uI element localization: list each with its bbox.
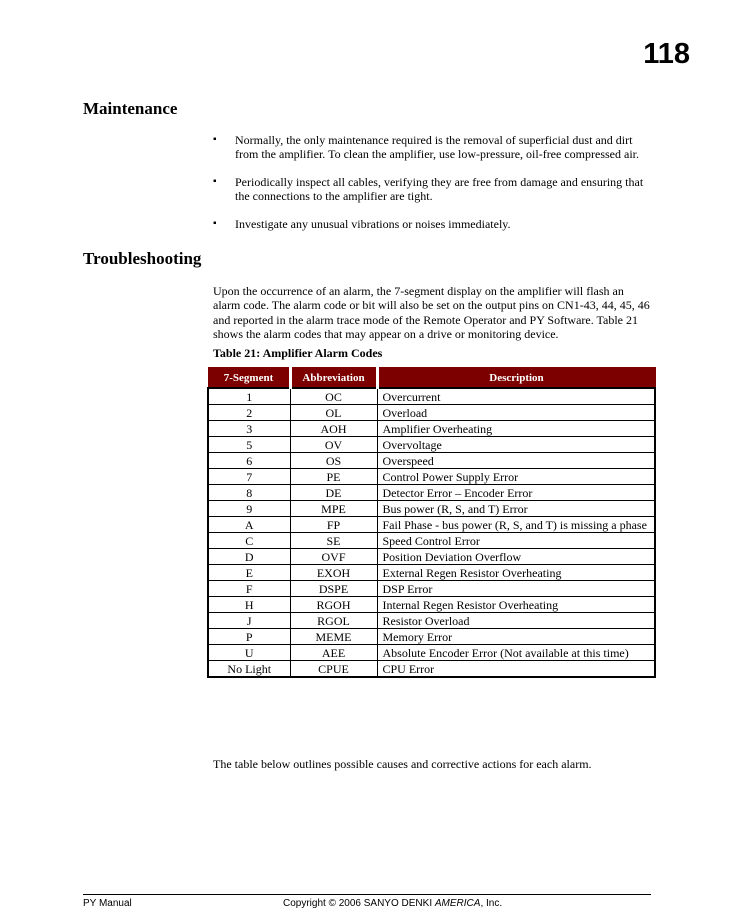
table-row (208, 501, 655, 517)
abbreviation-cell: OC (290, 388, 377, 405)
abbreviation-cell: OVF (290, 549, 377, 565)
segment-cell: A (208, 517, 290, 533)
description-cell: CPU Error (377, 661, 655, 678)
segment-cell: H (208, 597, 290, 613)
table-row (208, 629, 655, 645)
table-row (208, 597, 655, 613)
table-row (208, 565, 655, 581)
description-cell: Amplifier Overheating (377, 421, 655, 437)
page-number: 118 (643, 38, 690, 70)
table-row (208, 421, 655, 437)
description-cell: Overspeed (377, 453, 655, 469)
table-row (208, 661, 655, 678)
description-cell: Position Deviation Overflow (377, 549, 655, 565)
description-cell: Internal Regen Resistor Overheating (377, 597, 655, 613)
abbreviation-cell: AOH (290, 421, 377, 437)
table-row (208, 533, 655, 549)
description-cell: External Regen Resistor Overheating (377, 565, 655, 581)
copyright-suffix: , Inc. (480, 898, 503, 909)
column-header: 7-Segment (208, 368, 290, 389)
segment-cell: E (208, 565, 290, 581)
description-cell: Memory Error (377, 629, 655, 645)
segment-cell: 8 (208, 485, 290, 501)
table-row (208, 613, 655, 629)
abbreviation-cell: DE (290, 485, 377, 501)
abbreviation-cell: SE (290, 533, 377, 549)
description-cell: Detector Error – Encoder Error (377, 485, 655, 501)
table-row (208, 437, 655, 453)
segment-cell: C (208, 533, 290, 549)
segment-cell: D (208, 549, 290, 565)
segment-cell: 1 (208, 388, 290, 405)
abbreviation-cell: PE (290, 469, 377, 485)
table-row (208, 388, 655, 405)
abbreviation-cell: MPE (290, 501, 377, 517)
abbreviation-cell: CPUE (290, 661, 377, 678)
abbreviation-cell: AEE (290, 645, 377, 661)
abbreviation-cell: OS (290, 453, 377, 469)
table-row (208, 645, 655, 661)
description-cell: Fail Phase - bus power (R, S, and T) is missing a phase (377, 517, 655, 533)
copyright-company: AMERICA (434, 898, 481, 909)
description-cell: Control Power Supply Error (377, 469, 655, 485)
abbreviation-cell: MEME (290, 629, 377, 645)
copyright-text: Copyright © 2006 SANYO DENKI (283, 898, 435, 909)
table-row (208, 469, 655, 485)
troubleshooting-heading: Troubleshooting (83, 249, 202, 268)
description-cell: DSP Error (377, 581, 655, 597)
description-cell: Resistor Overload (377, 613, 655, 629)
footer-manual-name: PY Manual (83, 898, 132, 909)
list-item: ▪ Investigate any unusual vibrations or noises immediately. (213, 217, 653, 231)
footer-copyright (283, 898, 502, 909)
table-row (208, 517, 655, 533)
column-header: Description (377, 368, 655, 389)
abbreviation-cell: OL (290, 405, 377, 421)
column-header: Abbreviation (290, 368, 377, 389)
description-cell: Bus power (R, S, and T) Error (377, 501, 655, 517)
list-item: ▪ Periodically inspect all cables, verifying they are free from damage and ensuring that the connections to the amplifier are tight. (213, 175, 653, 203)
segment-cell: P (208, 629, 290, 645)
segment-cell: J (208, 613, 290, 629)
abbreviation-cell: RGOL (290, 613, 377, 629)
segment-cell: 9 (208, 501, 290, 517)
table-row (208, 453, 655, 469)
troubleshooting-intro: Upon the occurrence of an alarm, the 7-segment display on the amplifier will flash an alarm code. The alarm code or bit will also be set on the output pins on CN1-43, 44, 45, 46 and reported in the alarm trace mode of the Remote Operator and PY Software. Table 21 shows the alarm codes that may appear on a drive or monitoring device. (213, 284, 650, 341)
table-row (208, 405, 655, 421)
footer-rule (83, 894, 651, 895)
segment-cell: 7 (208, 469, 290, 485)
abbreviation-cell: FP (290, 517, 377, 533)
segment-cell: 5 (208, 437, 290, 453)
table-caption: Table 21: Amplifier Alarm Codes (213, 346, 383, 360)
alarm-codes-table (207, 367, 656, 678)
description-cell: Speed Control Error (377, 533, 655, 549)
segment-cell: U (208, 645, 290, 661)
segment-cell: 2 (208, 405, 290, 421)
abbreviation-cell: RGOH (290, 597, 377, 613)
segment-cell: No Light (208, 661, 290, 678)
table-row (208, 581, 655, 597)
abbreviation-cell: OV (290, 437, 377, 453)
description-cell: Overvoltage (377, 437, 655, 453)
maintenance-list (213, 133, 653, 245)
segment-cell: 3 (208, 421, 290, 437)
abbreviation-cell: EXOH (290, 565, 377, 581)
list-item: ▪ Normally, the only maintenance required is the removal of superficial dust and dirt from the amplifier. To clean the amplifier, use low-pressure, oil-free compressed air. (213, 133, 653, 161)
description-cell: Overload (377, 405, 655, 421)
abbreviation-cell: DSPE (290, 581, 377, 597)
maintenance-heading: Maintenance (83, 99, 178, 118)
description-cell: Absolute Encoder Error (Not available at this time) (377, 645, 655, 661)
segment-cell: F (208, 581, 290, 597)
table-row (208, 485, 655, 501)
table-followup-text: The table below outlines possible causes and corrective actions for each alarm. (213, 757, 592, 771)
table-row (208, 549, 655, 565)
description-cell: Overcurrent (377, 388, 655, 405)
segment-cell: 6 (208, 453, 290, 469)
